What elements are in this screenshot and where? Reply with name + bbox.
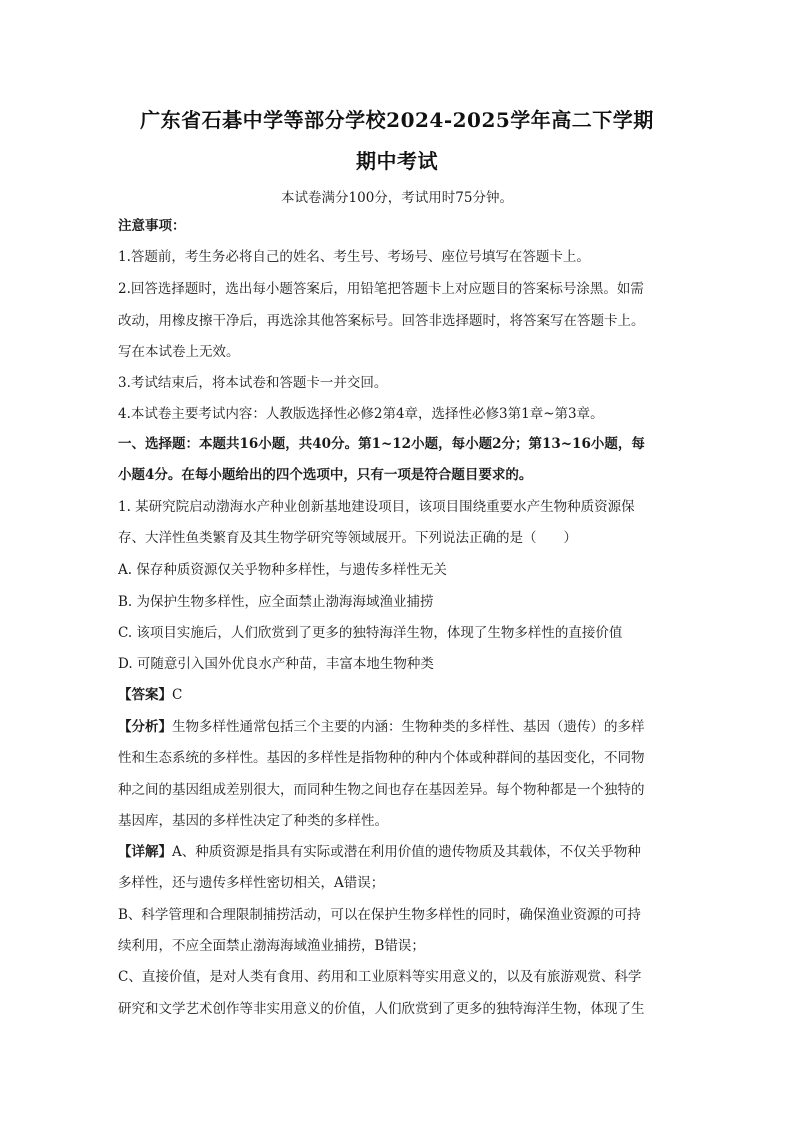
notice-item-3: 3.考试结束后，将本试卷和答题卡一并交回。 (118, 375, 388, 391)
detail-line1 (118, 842, 678, 862)
question1-option-a: A. 保存种质资源仅关乎物种多样性，与遗传多样性无关 (118, 562, 447, 578)
analysis-line3: 种之间的基因组成差别很大，而同种生物之间也存在基因差异。每个物种都是一个独特的 (118, 782, 645, 798)
question1-option-c: C. 该项目实施后，人们欣赏到了更多的独特海洋生物，体现了生物多样性的直接价值 (118, 625, 623, 641)
notice-item-1: 1.答题前，考生务必将自己的姓名、考生号、考场号、座位号填写在答题卡上。 (118, 249, 590, 265)
notice-heading: 注意事项： (118, 218, 186, 234)
answer-value: C (172, 687, 183, 703)
question1-stem-line2: 存、大洋性鱼类繁育及其生物学研究等领域展开。下列说法正确的是（ ） (118, 530, 577, 546)
analysis-text-line1: 生物多样性通常包括三个主要的内涵：生物种类的多样性、基因（遗传）的多样 (172, 719, 645, 735)
detail-c-line2: 研究和文学艺术创作等非实用意义的价值，人们欣赏到了更多的独特海洋生物，体现了生 (118, 1001, 645, 1017)
answer-row (118, 685, 678, 705)
detail-b-line1: B、科学管理和合理限制捕捞活动，可以在保护生物多样性的同时，确保渔业资源的可持 (118, 907, 641, 923)
analysis-line1 (118, 717, 678, 737)
question1-stem-line1: 1. 某研究院启动渤海水产种业创新基地建设项目，该项目围绕重要水产生物种质资源保 (118, 499, 635, 515)
question1-option-d: D. 可随意引入国外优良水产种苗，丰富本地生物种类 (118, 656, 434, 672)
detail-b-line2: 续利用，不应全面禁止渤海海域渔业捕捞，B错误； (118, 938, 425, 954)
notice-item-2-line1: 2.回答选择题时，选出每小题答案后，用铅笔把答题卡上对应题目的答案标号涂黑。如需 (118, 281, 644, 297)
analysis-tag: 【分析】 (118, 719, 172, 735)
section1-heading-line2: 小题4分。在每小题给出的四个选项中，只有一项是符合题目要求的。 (118, 467, 533, 483)
exam-title-line2: 期中考试 (356, 149, 438, 173)
analysis-line2: 性和生态系统的多样性。基因的多样性是指物种的种内个体或种群间的基因变化，不同物 (118, 750, 645, 766)
answer-tag: 【答案】 (118, 687, 172, 703)
exam-title-line1: 广东省石碁中学等部分学校2024-2025学年高二下学期 (140, 108, 654, 132)
exam-subtitle: 本试卷满分100分，考试用时75分钟。 (281, 190, 513, 206)
notice-item-2-line2: 改动，用橡皮擦干净后，再选涂其他答案标号。回答非选择题时，将答案写在答题卡上。 (118, 313, 645, 329)
notice-item-4: 4.本试卷主要考试内容：人教版选择性必修2第4章，选择性必修3第1章~第3章。 (118, 406, 604, 422)
question1-option-b: B. 为保护生物多样性，应全面禁止渤海海域渔业捕捞 (118, 594, 434, 610)
detail-tag: 【详解】 (118, 844, 172, 860)
analysis-line4: 基因库，基因的多样性决定了种类的多样性。 (118, 813, 388, 829)
notice-item-2-line3: 写在本试卷上无效。 (118, 344, 240, 360)
detail-a-line1: A、种质资源是指具有实际或潜在利用价值的遗传物质及其载体，不仅关乎物种 (172, 844, 641, 860)
detail-a-line2: 多样性，还与遗传多样性密切相关，A错误； (118, 875, 385, 891)
detail-c-line1: C、直接价值，是对人类有食用、药用和工业原料等实用意义的，以及有旅游观赏、科学 (118, 969, 642, 985)
section1-heading-line1: 一、选择题：本题共16小题，共40分。第1~12小题，每小题2分；第13~16小题，每 (118, 436, 645, 452)
